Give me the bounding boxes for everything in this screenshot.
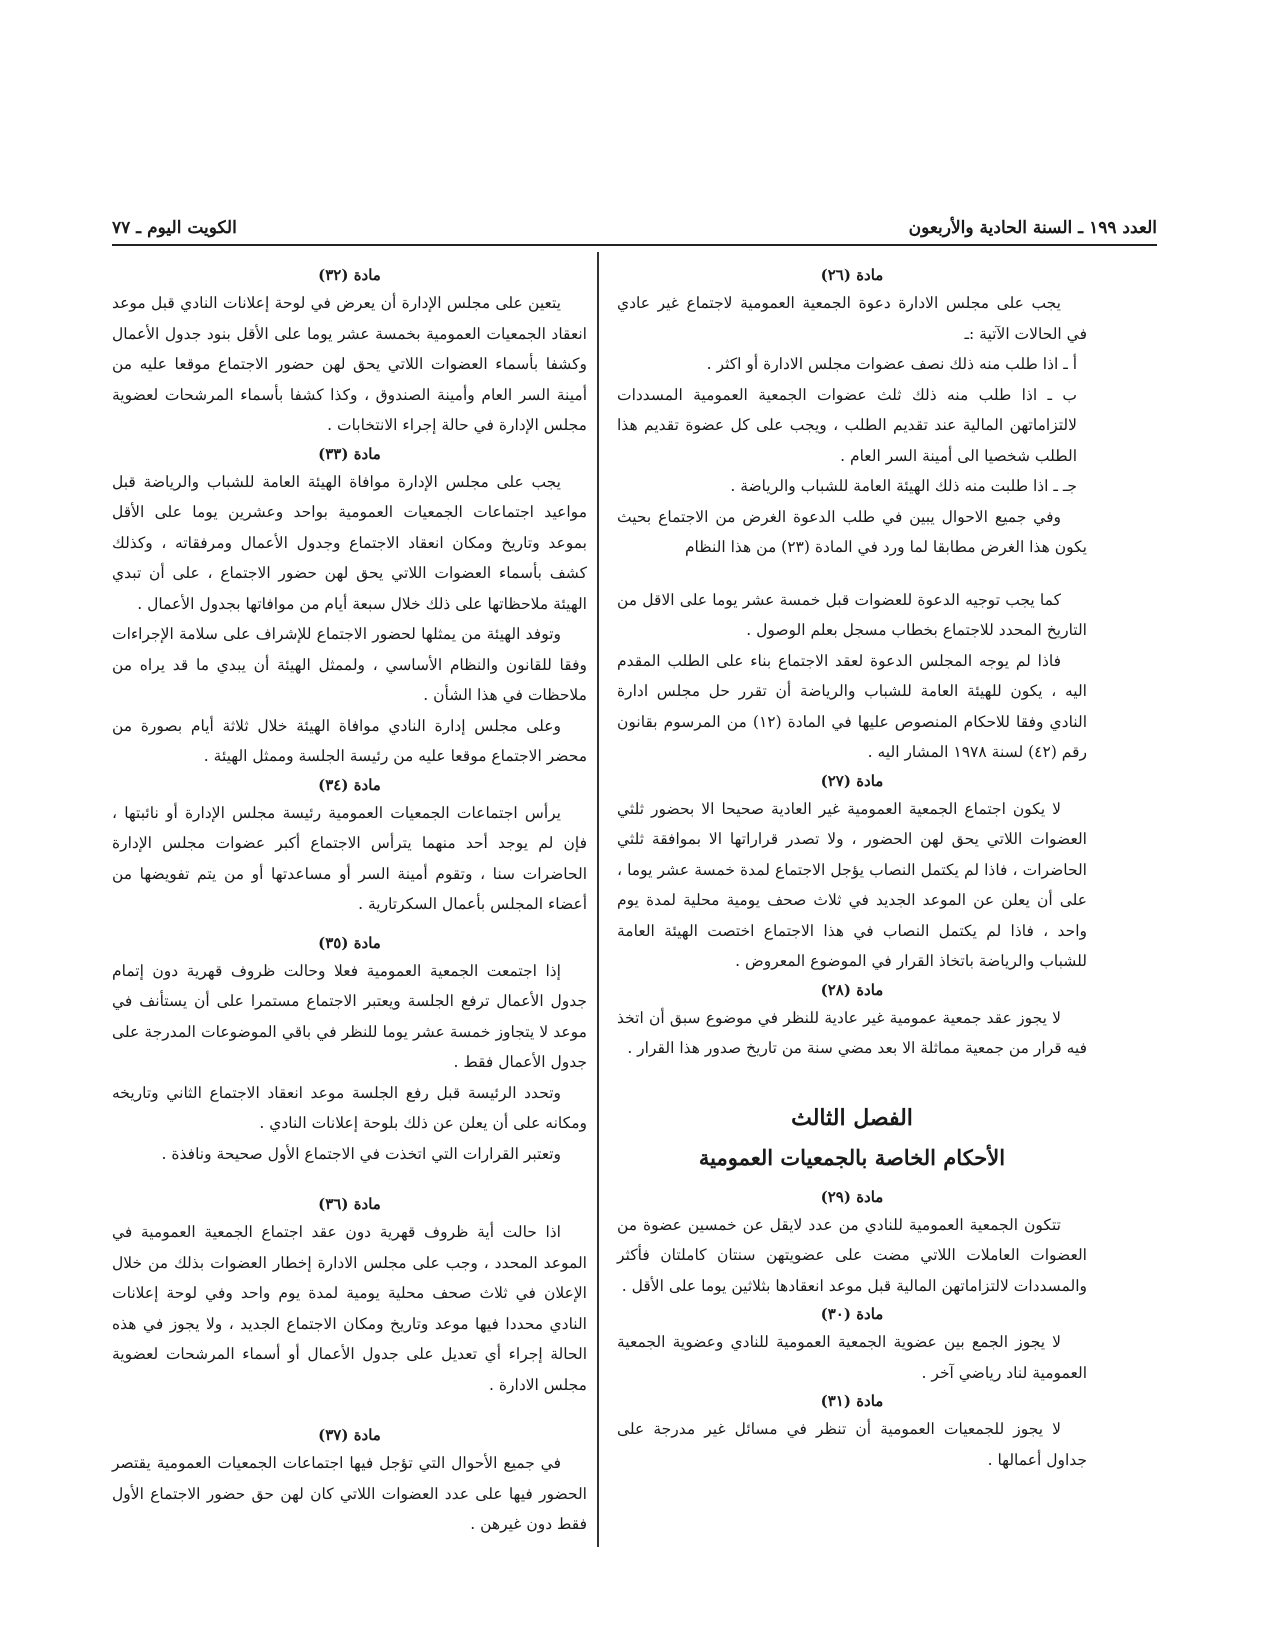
article-35-paragraph-1: إذا اجتمعت الجمعية العمومية فعلا وحالت ظروف قهرية دون إتمام جدول الأعمال ترفع الجلسة ويعتبر الاجتماع مستمرا على أن يستأنف في موعد لا يتجاوز خمسة عشر يوما للنظر في باقي الموضوعات المدرجة على جدول الأعمال فقط . [112,961,587,1071]
article-29-title: مادة (٢٩) [820,1187,884,1206]
spacer [112,1169,587,1191]
article-34-paragraph-1: يرأس اجتماعات الجمعيات العمومية رئيسة مجلس الإدارة أو نائبتها ، فإن لم يوجد أحد منهما يترأس الاجتماع أكبر عضوات مجلس الإدارة الحاضرات سنا ، وتقوم أمينة السر أو مساعدتها أو من يتم تفويضها من أعضاء المجلس بأعمال السكرتارية . [112,803,587,913]
article-30-title: مادة (٣٠) [820,1305,884,1323]
article-26-paragraph-3: فاذا لم يوجه المجلس الدعوة لعقد الاجتماع بناء على الطلب المقدم اليه ، يكون للهيئة العامة للشباب والرياضة أن تقرر حل مجلس ادارة النادي وفقا للاحكام المنصوص عليها في المادة (١٢) من المرسوم بقانون رقم (٤٢) لسنة ١٩٧٨ المشار اليه . [617,651,1087,761]
article-26-paragraph-2: كما يجب توجيه الدعوة للعضوات قبل خمسة عشر يوما على الاقل من التاريخ المحدد للاجتماع بخطاب مسجل بعلم الوصول . [617,590,1087,639]
article-37-title: مادة (٣٧) [318,1426,381,1444]
column-divider [597,252,599,1547]
article-26-item-b: ب ـ اذا طلب منه ذلك ثلث عضوات الجمعية العمومية المسددات لالتزاماتهن المالية عند تقديم الطلب ، ويجب على كل عضوة تقديم هذا الطلب شخصيا الى أمينة السر العام . [617,385,1077,465]
article-26-paragraph-1: وفي جميع الاحوال يبين في طلب الدعوة الغرض من الاجتماع بحيث يكون هذا الغرض مطابقا لما ورد في المادة (٢٣) من هذا النظام [617,507,1087,556]
article-33-paragraph-1: يجب على مجلس الإدارة موافاة الهيئة العامة للشباب والرياضة قبل مواعيد اجتماعات الجمعيات العمومية بواحد وعشرين يوما على الأقل بموعد وتاريخ ومكان انعقاد الاجتماع وجدول الأعمال ومرفقاته ، وكذلك كشف بأسماء العضوات اللاتي يحق لهن حضور الاجتماع ، على أن تبدي الهيئة ملاحظاتها على ذلك خلال سبعة أيام من موافاتها بجدول الأعمال . [112,472,587,613]
article-26-intro: يجب على مجلس الادارة دعوة الجمعية العمومية لاجتماع غير عادي في الحالات الآتية :ـ [617,294,1087,343]
article-35-paragraph-3: وتعتبر القرارات التي اتخذت في الاجتماع الأول صحيحة ونافذة . [161,1144,561,1163]
header-rule [112,244,1157,246]
article-29-paragraph-1: تتكون الجمعية العمومية للنادي من عدد لايقل عن خمسين عضوة من العضوات العاملات اللاتي مضت على عضويتهن سنتان كاملتان فأكثر والمسددات لالتزاماتهن المالية قبل موعد انعقادها بثلاثين يوما على الأقل . [617,1215,1087,1295]
article-27-paragraph-1: لا يكون اجتماع الجمعية العمومية غير العادية صحيحا الا بحضور ثلثي العضوات اللاتي يحق لهن الحضور ، ولا تصدر قراراتها الا بموافقة ثلثي الحاضرات ، فاذا لم يكتمل النصاب يؤجل الاجتماع لمدة خمسة عشر يوما ، على أن يعلن عن الموعد الجديد في ثلاث صحف يومية محلية لمدة يوم واحد ، فاذا لم يكتمل النصاب في هذا الاجتماع اختصت الهيئة العامة للشباب والرياضة باتخاذ القرار في الموضوع المعروض . [617,799,1087,970]
article-36-title: مادة (٣٦) [318,1195,381,1213]
article-37-paragraph-1: في جميع الأحوال التي تؤجل فيها اجتماعات الجمعيات العمومية يقتصر الحضور فيها على عدد العضوات اللاتي كان لهن حق حضور الاجتماع الأول فقط دون غيرهن . [112,1454,587,1533]
left-column [112,262,587,1540]
article-27-title: مادة (٢٧) [820,771,884,790]
article-28-paragraph-1: لا يجوز عقد جمعية عمومية غير عادية للنظر في موضوع سبق أن اتخذ فيه قرار من جمعية مماثلة الا بعد مضي سنة من تاريخ صدور هذا القرار . [617,1008,1087,1057]
article-35-paragraph-2: وتحدد الرئيسة قبل رفع الجلسة موعد انعقاد الاجتماع الثاني وتاريخه ومكانه على أن يعلن عن ذلك بلوحة إعلانات النادي . [112,1083,587,1132]
article-33-paragraph-3: وعلى مجلس إدارة النادي موافاة الهيئة خلال ثلاثة أيام بصورة من محضر الاجتماع موقعا عليه من رئيسة الجلسة وممثل الهيئة . [112,716,587,765]
article-36-paragraph-1: اذا حالت أية ظروف قهرية دون عقد اجتماع الجمعية العمومية في الموعد المحدد ، وجب على مجلس الادارة إخطار العضوات بذلك من خلال الإعلان في ثلاث صحف محلية يومية لمدة يوم واحد وفي لوحة إعلانات النادي محددا فيها موعد وتاريخ ومكان الاجتماع الجديد ، ولا يجوز في هذه الحالة إجراء أي تعديل على جدول الأعمال أو أسماء المرشحات لعضوية مجلس الادارة . [112,1223,587,1394]
article-26-item-c: جـ ـ اذا طلبت منه ذلك الهيئة العامة للشباب والرياضة . [730,477,1077,495]
spacer [112,1400,587,1422]
article-26-item-a: أ ـ اذا طلب منه ذلك نصف عضوات مجلس الادارة أو اكثر . [706,355,1077,373]
article-30-paragraph-1: لا يجوز الجمع بين عضوية الجمعية العمومية للنادي وعضوية الجمعية العمومية لناد رياضي آخر . [617,1333,1087,1382]
article-33-title: مادة (٣٣) [318,444,381,463]
article-26-title: مادة (٢٦) [820,266,884,284]
article-31-paragraph-1: لا يجوز للجمعيات العمومية أن تنظر في مسائل غير مدرجة على جداول أعمالها . [617,1420,1087,1469]
publication-page-number: الكويت اليوم ـ ٧٧ [112,218,237,238]
article-32-paragraph-1: يتعين على مجلس الإدارة أن يعرض في لوحة إعلانات النادي قبل موعد انعقاد الجمعيات العمومية بخمسة عشر يوما على الأقل بنود جدول الأعمال وكشفا بأسماء العضوات اللاتي يحق لهن حضور الاجتماع موقعا عليه من أمينة السر العام وأمينة الصندوق ، وكذا كشفا بأسماء المرشحات لعضوية مجلس الإدارة في حالة إجراء الانتخابات . [112,294,587,434]
spacer [617,563,1087,585]
article-34-title: مادة (٣٤) [318,775,381,794]
right-column [617,262,1087,1475]
spacer [112,920,587,930]
page-header [112,214,1157,244]
spacer [617,1064,1087,1098]
chapter-title: الفصل الثالث [791,1104,913,1131]
article-33-paragraph-2: وتوفد الهيئة من يمثلها لحضور الاجتماع للإشراف على سلامة الإجراءات وفقا للقانون والنظام الأساسي ، ولممثل الهيئة أن يبدي ما قد يراه من ملاحظات في هذا الشأن . [112,625,587,704]
article-32-title: مادة (٣٢) [318,266,381,284]
article-28-title: مادة (٢٨) [820,980,884,999]
chapter-subtitle: الأحكام الخاصة بالجمعيات العمومية [698,1144,1006,1170]
issue-info: العدد ١٩٩ ـ السنة الحادية والأربعون [908,218,1157,238]
article-35-title: مادة (٣٥) [318,933,381,952]
article-31-title: مادة (٣١) [820,1392,884,1410]
